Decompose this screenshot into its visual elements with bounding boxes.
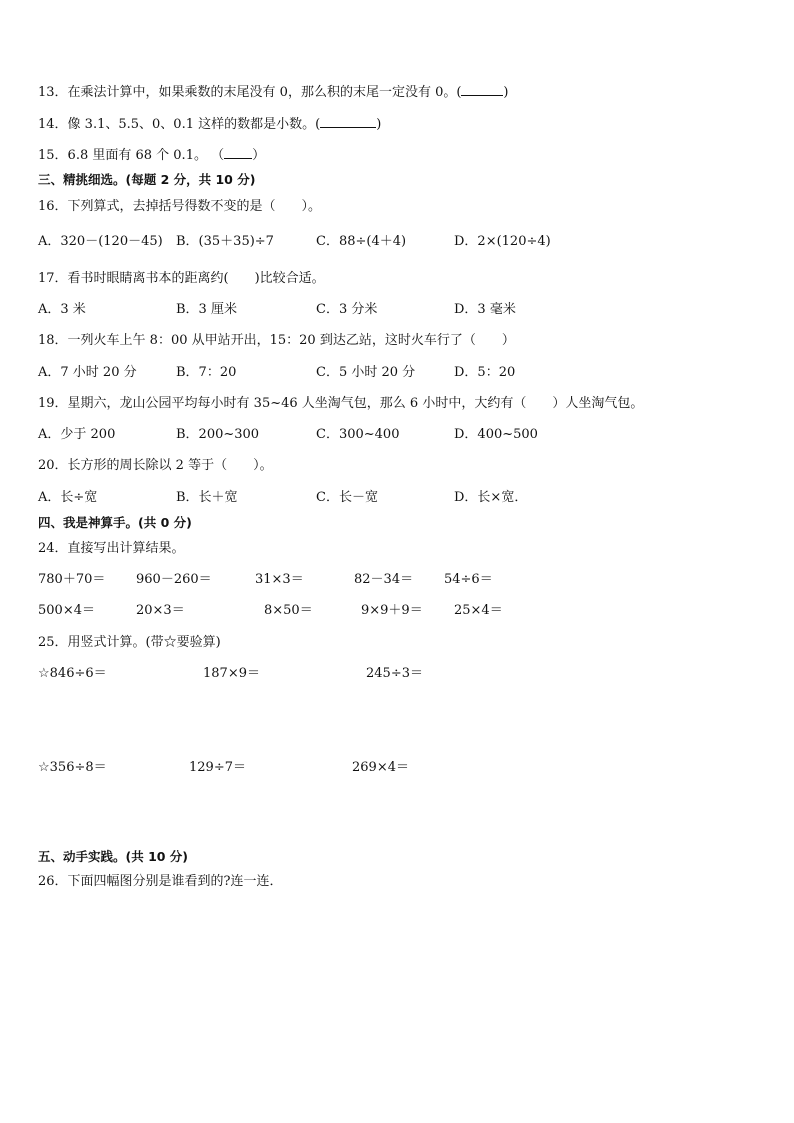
question-15-text: 15．6.8 里面有 68 个 0.1。 （ [38,148,225,163]
option-a[interactable]: A．少于 200 [38,427,116,442]
calc-item: 31×3＝ [255,572,304,587]
vertical-calc-item: 187×9＝ [203,666,260,681]
calc-item: 20×3＝ [136,603,185,618]
question-24-stem: 24．直接写出计算结果。 [38,541,185,556]
question-25-stem: 25．用竖式计算。(带☆要验算) [38,635,221,650]
section-4-heading: 四、我是神算手。(共 0 分) [38,515,192,530]
option-b[interactable]: B．3 厘米 [176,302,237,317]
option-d[interactable]: D．长×宽． [454,490,528,505]
option-b[interactable]: B．长＋宽 [176,490,238,505]
section-5-heading: 五、动手实践。(共 10 分) [38,849,189,864]
option-a[interactable]: A．长÷宽 [38,490,98,505]
vertical-calc-item: 269×4＝ [352,760,409,775]
option-a[interactable]: A．320－(120－45) [38,234,163,249]
option-c[interactable]: C．300~400 [316,427,400,442]
calc-item: 25×4＝ [454,603,503,618]
option-c[interactable]: C．88÷(4＋4) [316,234,407,249]
question-13-text: 13．在乘法计算中，如果乘数的末尾没有 0，那么积的末尾一定没有 0。( [38,85,462,100]
question-14-text: 14．像 3.1、5.5、0、0.1 这样的数都是小数。( [38,117,321,132]
option-c[interactable]: C．3 分米 [316,302,378,317]
option-d[interactable]: D．400~500 [454,427,538,442]
option-c[interactable]: C．5 小时 20 分 [316,365,416,380]
answer-blank[interactable] [320,115,376,128]
vertical-calc-item: 245÷3＝ [366,666,423,681]
calc-item: 82－34＝ [354,572,414,587]
calc-item: 54÷6＝ [444,572,493,587]
option-b[interactable]: B．(35＋35)÷7 [176,234,274,249]
option-c[interactable]: C．长－宽 [316,490,378,505]
question-15: 15．6.8 里面有 68 个 0.1。 （ ） [38,148,266,163]
section-3-heading: 三、精挑细选。(每题 2 分，共 10 分) [38,172,256,187]
vertical-calc-item: ☆846÷6＝ [38,666,107,681]
vertical-calc-item: 129÷7＝ [189,760,246,775]
answer-blank[interactable] [224,146,252,159]
option-b[interactable]: B．7：20 [176,365,237,380]
option-a[interactable]: A．3 米 [38,302,86,317]
question-20-stem: 20．长方形的周长除以 2 等于（ ）。 [38,458,273,473]
calc-item: 500×4＝ [38,603,95,618]
option-b[interactable]: B．200~300 [176,427,260,442]
question-26-stem: 26．下面四幅图分别是谁看到的?连一连． [38,874,283,889]
option-d[interactable]: D．5：20 [454,365,516,380]
option-d[interactable]: D．2×(120÷4) [454,234,551,249]
calc-item: 9×9＋9＝ [361,603,423,618]
calc-item: 8×50＝ [264,603,313,618]
question-13: 13．在乘法计算中，如果乘数的末尾没有 0，那么积的末尾一定没有 0。( ) [38,85,509,100]
question-17-stem: 17．看书时眼睛离书本的距离约( )比较合适。 [38,271,325,286]
option-d[interactable]: D．3 毫米 [454,302,516,317]
calc-item: 960－260＝ [136,572,212,587]
vertical-calc-item: ☆356÷8＝ [38,760,107,775]
answer-blank[interactable] [461,83,503,96]
option-a[interactable]: A．7 小时 20 分 [38,365,137,380]
calc-item: 780＋70＝ [38,572,106,587]
question-16-stem: 16．下列算式，去掉括号得数不变的是（ ）。 [38,199,322,214]
question-19-stem: 19．星期六，龙山公园平均每小时有 35~46 人坐淘气包，那么 6 小时中，大约有（ ）人坐淘气包。 [38,396,644,411]
question-14: 14．像 3.1、5.5、0、0.1 这样的数都是小数。( ) [38,117,382,132]
question-18-stem: 18．一列火车上午 8：00 从甲站开出，15：20 到达乙站，这时火车行了（ ） [38,333,515,348]
